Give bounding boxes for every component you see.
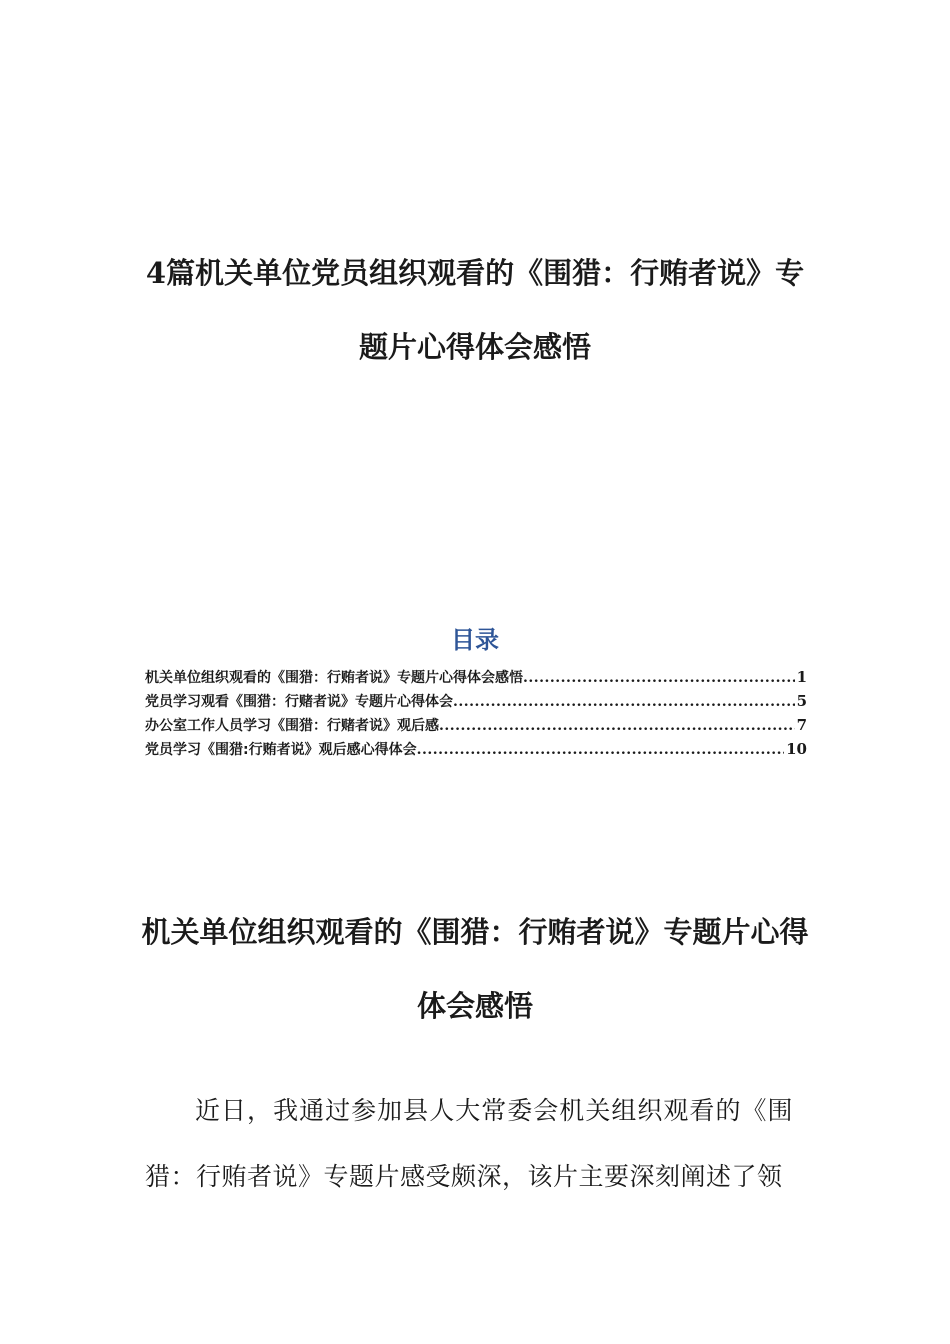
toc-entry[interactable] — [145, 739, 807, 763]
toc-dot-leader — [417, 742, 785, 758]
toc-entry[interactable] — [145, 691, 807, 715]
toc-dot-leader — [453, 694, 795, 710]
toc-page-number: 10 — [786, 740, 807, 758]
toc-dot-leader — [523, 670, 795, 686]
toc-dot-leader — [439, 718, 795, 734]
document-title: 4篇机关单位党员组织观看的《围猎：行贿者说》专题片心得体会感悟 — [145, 256, 805, 364]
toc-entry-title: 党员学习观看《围猎：行赌者说》专题片心得体会 — [145, 694, 453, 710]
toc-entry[interactable] — [145, 715, 807, 739]
toc-entry-title: 党员学习《围猎:行贿者说》观后感心得体会 — [145, 742, 417, 758]
toc-entry-title: 机关单位组织观看的《围猎：行贿者说》专题片心得体会感悟 — [145, 670, 523, 686]
table-of-contents — [145, 667, 807, 763]
toc-heading: 目录 — [451, 626, 499, 654]
toc-page-number: 7 — [796, 716, 807, 734]
section-title: 机关单位组织观看的《围猎：行贿者说》专题片心得体会感悟 — [141, 915, 809, 1023]
toc-entry[interactable] — [145, 667, 807, 691]
body-paragraph: 近日，我通过参加县人大常委会机关组织观看的《围猎：行贿者说》专题片感受颇深，该片主要深刻阐述了领 — [145, 1096, 793, 1191]
toc-entry-title: 办公室工作人员学习《围猎：行赌者说》观后感 — [145, 718, 439, 734]
toc-page-number: 1 — [796, 668, 807, 686]
toc-page-number: 5 — [796, 692, 807, 710]
